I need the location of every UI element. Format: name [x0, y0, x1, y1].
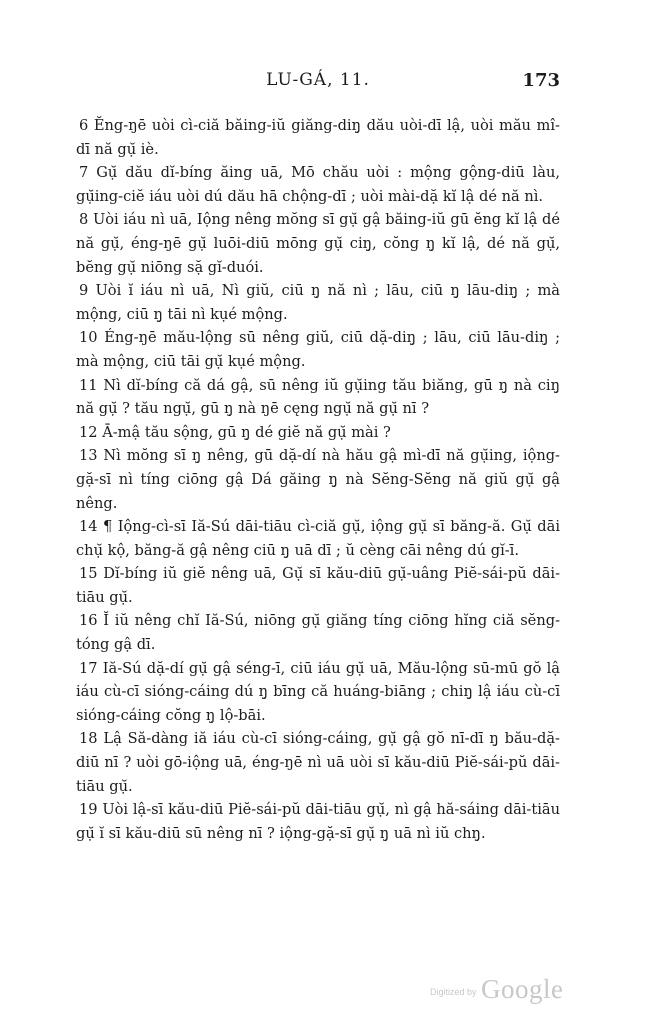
chapter-title: LU-GÁ, 11. — [266, 70, 370, 90]
verse-16: 16 Ĭ iŭ nêng chĭ Iă-Sú, niōng gụ̆ giăng tíng ciōng hĭng ciă sĕng-tóng gậ dī. — [76, 612, 560, 654]
verse-7: 7 Gụ̆ dău dĭ-bíng ăing uā, Mō chău uòi : mộng gộng-diū làu, gụ̆ing-ciĕ iáu uòi dú dău hā chộng-dī ; uòi mài-dặ kĭ lậ dé nă nì. — [76, 164, 560, 205]
verse-6: 6 Ĕng-ŋē uòi cì-ciă băing-iŭ giăng-diŋ̣ dău uòi-dī lậ, uòi mău mî-dī nă gụ̆ iè. — [76, 117, 560, 158]
verse-13: 13 Nì mŏng sī ŋ̣ nêng, gū dặ-dí nà hău gậ mì-dī nă gụ̆ing, iộng-gặ-sī nì tíng ciōng gậ Dá găing ŋ̣ nà Sĕng-Sĕng nă giŭ gụ̆ gậ nêng. — [76, 447, 560, 512]
watermark-brand: Google — [480, 974, 564, 1004]
verse-block — [76, 114, 560, 845]
verse-14: 14 ¶ Iộng-cì-sī Iă-Sú dāi-tiāu cì-ciă gụ̆, iộng gụ̆ sī băng-ă. Gụ̆ dāi chụ̆ kộ, băng-ă gậ nêng ciū ŋ̣ uā dī ; ŭ cèng cāi nêng dú gĭ-ī. — [76, 518, 560, 559]
running-header — [76, 70, 560, 96]
verse-17: 17 Iă-Sú dặ-dí gụ̆ gậ séng-ī, ciū iáu gụ̆ uā, Mău-lộng sū-mū gŏ lậ iáu cù-cī sióng-cáing dú ŋ̣ bīng că huáng-biāng ; chiŋ̣ lậ iáu cù-cī sióng-cáing cŏng ŋ̣ lộ-bāi. — [76, 659, 560, 724]
verse-9: 9 Uòi ĭ iáu nì uā, Nì giŭ, ciū ŋ̣ nă nì ; lāu, ciū ŋ̣ lāu-diŋ̣ ; mà mộng, ciū ŋ̣ tāi nì kụé mộng. — [76, 282, 560, 323]
verse-19: 19 Uòi lậ-sī kău-diū Piĕ-sái-pŭ dāi-tiāu gụ̆, nì gậ hă-sáing dāi-tiāu gụ̆ ĭ sī kău-diū sū nêng nī ? iộng-gặ-sī gụ̆ ŋ̣ uā nì iŭ chŋ̣. — [76, 801, 560, 842]
verse-8: 8 Uòi iáu nì uā, Iộng nêng mŏng sī gụ̆ gậ băing-iŭ gū ĕng kĭ lậ dé nă gụ̆, éng-ŋē gụ̆ luōi-diū mōng gụ̆ ciŋ̣, cŏng ŋ̣ kĭ lậ, dé nă gụ̆, bĕng gụ̆ niōng sặ gĭ-duói. — [76, 211, 560, 276]
verse-10: 10 Éng-ŋē mău-lộng sū nêng giŭ, ciū dặ-diŋ̣ ; lāu, ciū lāu-diŋ̣ ; mà mộng, ciū tāi gụ̆ kụé mộng. — [76, 329, 560, 370]
verse-15: 15 Dĭ-bíng iŭ giĕ nêng uā, Gụ̆ sī kău-diū gụ̆-uâng Piĕ-sái-pŭ dāi-tiāu gụ̆. — [76, 565, 560, 606]
watermark-prefix: Digitized by — [430, 987, 477, 997]
verse-18: 18 Lậ Să-dàng iă iáu cù-cī sióng-cáing, gụ̆ gậ gŏ nī-dī ŋ̣ bău-dặ-diū nī ? uòi gō-iộng uā, éng-ŋē nì uā uòi sī kău-diū Piĕ-sái-pŭ dāi-tiāu gụ̆. — [76, 730, 560, 795]
verse-12: 12 Ā-mậ tău sộng, gū ŋ̣ dé giĕ nă gụ̆ mài ? — [79, 423, 391, 441]
verse-11: 11 Nì dĭ-bíng că dá gậ, sū nêng iŭ gụ̆ing tău biăng, gū ŋ̣ nà ciŋ̣ nă gụ̆ ? tău ngụ̆, gū ŋ̣ nà ŋē cęng ngụ̆ nă gụ̆ nī ? — [76, 376, 560, 418]
page-number: 173 — [522, 70, 560, 91]
digitized-watermark — [430, 974, 563, 1005]
